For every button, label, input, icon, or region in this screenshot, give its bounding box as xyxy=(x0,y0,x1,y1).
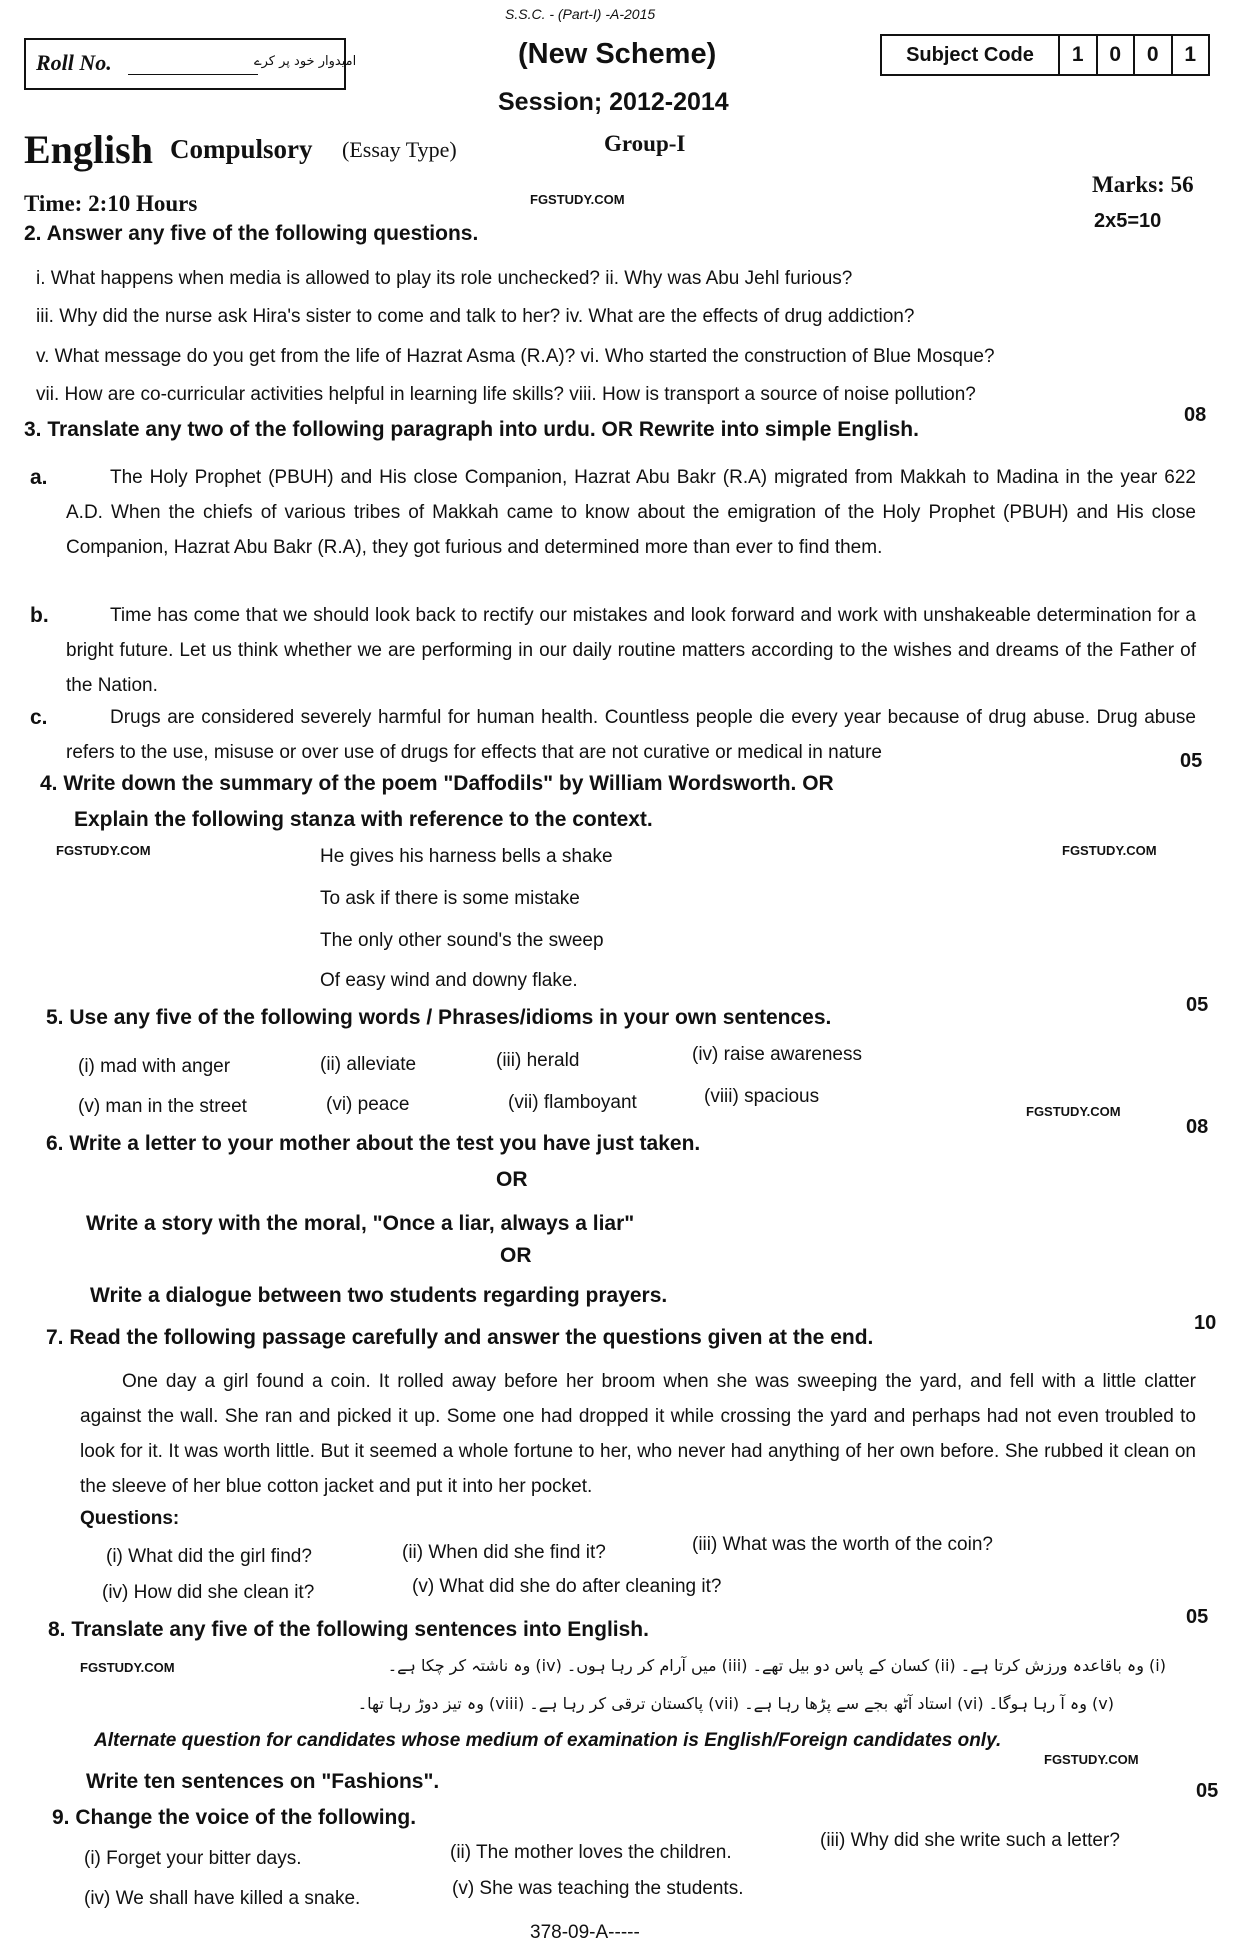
q6-alternative-dialogue: Write a dialogue between two students regarding prayers. xyxy=(90,1284,668,1307)
subject-code-label: Subject Code xyxy=(882,36,1060,74)
q2-heading: 2. Answer any five of the following questions. xyxy=(24,222,479,245)
q8-alternate-note: Alternate question for candidates whose medium of examination is English/Foreign candidates only. xyxy=(94,1730,1002,1751)
roll-urdu-note: امیدوار خود پر کرے xyxy=(254,54,357,69)
watermark-text: FGSTUDY.COM xyxy=(1026,1104,1121,1119)
q7-question: (iv) How did she clean it? xyxy=(102,1582,315,1603)
roll-number-box[interactable] xyxy=(24,38,357,90)
scheme: (New Scheme) xyxy=(518,38,717,70)
q5-word: (viii) spacious xyxy=(704,1086,820,1107)
q9-sentence: (v) She was teaching the students. xyxy=(452,1878,744,1899)
q7-question: (i) What did the girl find? xyxy=(106,1546,312,1567)
or-separator: OR xyxy=(500,1244,532,1267)
time-allowed: Time: 2:10 Hours xyxy=(24,191,198,216)
q9-sentence: (iii) Why did she write such a letter? xyxy=(820,1830,1120,1851)
q6-heading: 6. Write a letter to your mother about the test you have just taken. xyxy=(46,1132,701,1155)
stanza-line: The only other sound's the sweep xyxy=(320,930,604,951)
q7-marks: 10 xyxy=(1194,1312,1217,1334)
q9-marks: 05 xyxy=(1196,1780,1219,1802)
subject-code-digit: 1 xyxy=(1060,36,1098,74)
q3-heading: 3. Translate any two of the following paragraph into urdu. OR Rewrite into simple English. xyxy=(24,418,919,441)
watermark-text: FGSTUDY.COM xyxy=(56,843,151,858)
or-separator: OR xyxy=(496,1168,528,1191)
q9-sentence: (iv) We shall have killed a snake. xyxy=(84,1888,361,1909)
q7-question: (iii) What was the worth of the coin? xyxy=(692,1534,993,1555)
q8-heading: 8. Translate any five of the following sentences into English. xyxy=(48,1618,649,1641)
q2-item: i. What happens when media is allowed to play its role unchecked? ii. Why was Abu Jehl furious? xyxy=(36,268,853,289)
q7-heading: 7. Read the following passage carefully and answer the questions given at the end. xyxy=(46,1326,874,1349)
q6-alternative-story: Write a story with the moral, "Once a liar, always a liar" xyxy=(86,1212,635,1235)
subject-code-digit: 0 xyxy=(1135,36,1173,74)
watermark-text: FGSTUDY.COM xyxy=(1062,843,1157,858)
q8-marks: 05 xyxy=(1186,1606,1209,1628)
q5-word: (vi) peace xyxy=(326,1094,410,1115)
q6-marks: 08 xyxy=(1186,1116,1209,1138)
watermark-text: FGSTUDY.COM xyxy=(530,192,625,207)
q4-subheading: Explain the following stanza with reference to the context. xyxy=(74,808,653,831)
q4-marks: 05 xyxy=(1180,750,1203,772)
q8-alternate-task: Write ten sentences on "Fashions". xyxy=(86,1770,440,1793)
q2-item: v. What message do you get from the life of Hazrat Asma (R.A)? vi. Who started the construction of Blue Mosque? xyxy=(36,346,995,367)
q5-word: (i) mad with anger xyxy=(78,1056,231,1077)
q7-passage: One day a girl found a coin. It rolled away before her broom when she was sweeping the yard, and fell with a little clatter against the wall. She ran and picked it up. Some one had dropped it while crossing the yard and perhaps had not even troubled to look for it. It was worth little. But it seemed a whole fortune to her, who never had anything of her own before. She rubbed it clean on the sleeve of her blue cotton jacket and put it into her pocket. xyxy=(80,1371,1196,1497)
q9-sentence: (ii) The mother loves the children. xyxy=(450,1842,732,1863)
subject-subtitle: Compulsory xyxy=(170,134,313,164)
stanza-line: To ask if there is some mistake xyxy=(320,888,580,909)
subject-code-box xyxy=(880,34,1210,76)
q3-para-b: Time has come that we should look back to rectify our mistakes and look forward and work with unshakeable determination for a bright future. Let us think whether we are performing in our daily routine matters according to the wishes and dreams of the Father of the Nation. xyxy=(66,605,1196,696)
essay-type: (Essay Type) xyxy=(342,137,457,162)
roll-label: Roll No. xyxy=(36,50,112,75)
footer-code: 378-09-A----- xyxy=(530,1922,640,1943)
q5-marks: 05 xyxy=(1186,994,1209,1016)
watermark-text: FGSTUDY.COM xyxy=(80,1660,175,1675)
subject-title: English xyxy=(24,127,153,172)
q9-sentence: (i) Forget your bitter days. xyxy=(84,1848,302,1869)
q5-word: (vii) flamboyant xyxy=(508,1092,637,1113)
q5-word: (v) man in the street xyxy=(78,1096,247,1117)
q3-para-label: a. xyxy=(30,466,48,489)
subject-code-digit: 0 xyxy=(1098,36,1136,74)
roll-underline xyxy=(128,74,258,75)
q5-word: (iv) raise awareness xyxy=(692,1044,862,1065)
q5-word: (iii) herald xyxy=(496,1050,580,1071)
top-code: S.S.C. - (Part-I) -A-2015 xyxy=(505,6,656,22)
q3-marks: 08 xyxy=(1184,404,1207,426)
stanza-line: Of easy wind and downy flake. xyxy=(320,970,578,991)
q4-heading: 4. Write down the summary of the poem "Daffodils" by William Wordsworth. OR xyxy=(40,772,834,795)
stanza-line: He gives his harness bells a shake xyxy=(320,846,613,867)
q3-para-label: b. xyxy=(30,604,49,627)
q8-urdu-sentences-row2: (v) وہ آ رہا ہوگا۔ (vi) استاد آٹھ بجے سے پڑھا رہا ہے۔ (vii) پاکستان ترقی کر رہا ہے۔ (viii) وہ تیز دوڑ رہا تھا۔ xyxy=(357,1694,1114,1713)
subject-code-digit: 1 xyxy=(1184,43,1197,66)
group: Group-I xyxy=(604,131,686,156)
q7-questions-label: Questions: xyxy=(80,1508,180,1529)
q3-para-a: The Holy Prophet (PBUH) and His close Companion, Hazrat Abu Bakr (R.A) migrated from Makkah to Madina in the year 622 A.D. When the chiefs of various tribes of Makkah came to know about the emigration of the Holy Prophet (PBUH) and His close Companion, Hazrat Abu Bakr (R.A), they got furious and determined more than ever to find them. xyxy=(66,467,1196,558)
q2-item: iii. Why did the nurse ask Hira's sister to come and talk to her? iv. What are the effects of drug addiction? xyxy=(36,306,915,327)
q2-item: vii. How are co-curricular activities helpful in learning life skills? viii. How is transport a source of noise pollution? xyxy=(36,384,976,405)
total-marks: Marks: 56 xyxy=(1092,172,1194,197)
q8-urdu-sentences-row1: (i) وہ باقاعدہ ورزش کرتا ہے۔ (ii) کسان کے پاس دو بیل تھے۔ (iii) میں آرام کر رہا ہوں۔ (iv) وہ ناشتہ کر چکا ہے۔ xyxy=(387,1656,1166,1675)
session: Session; 2012-2014 xyxy=(498,88,729,116)
q2-marks: 2x5=10 xyxy=(1094,210,1162,232)
q5-word: (ii) alleviate xyxy=(320,1054,417,1075)
q7-question: (ii) When did she find it? xyxy=(402,1542,606,1563)
q9-heading: 9. Change the voice of the following. xyxy=(52,1806,417,1829)
q7-question: (v) What did she do after cleaning it? xyxy=(412,1576,722,1597)
q3-para-c: Drugs are considered severely harmful for human health. Countless people die every year because of drug abuse. Drug abuse refers to the use, misuse or over use of drugs for effects that are not curative or medical in nature xyxy=(66,707,1196,763)
watermark-text: FGSTUDY.COM xyxy=(1044,1752,1139,1767)
q3-para-label: c. xyxy=(30,706,48,729)
q5-heading: 5. Use any five of the following words / Phrases/idioms in your own sentences. xyxy=(46,1006,832,1029)
